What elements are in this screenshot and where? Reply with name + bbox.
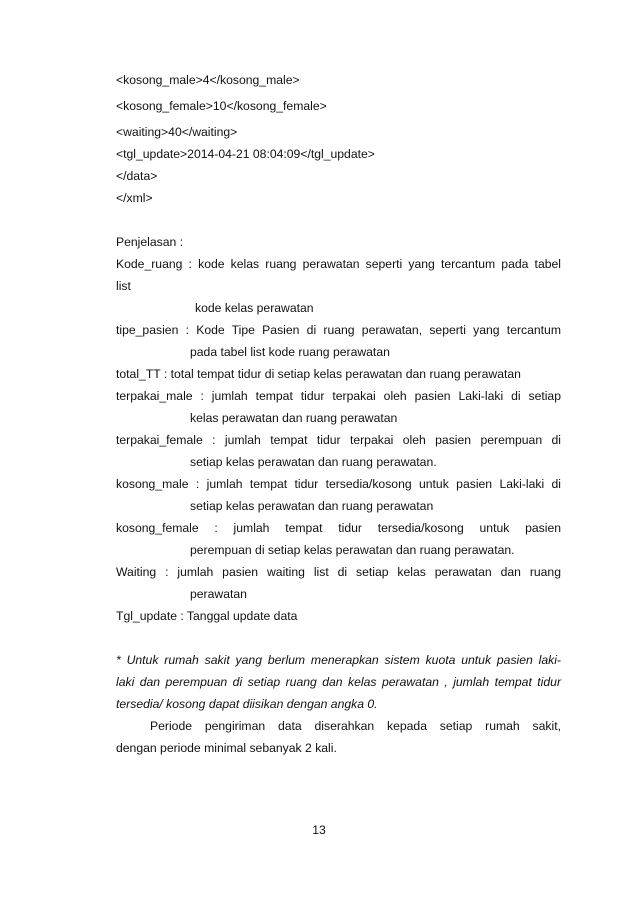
explanation-kode-ruang-line: list [116,279,131,293]
xml-line: </xml> [116,191,153,205]
xml-line: <waiting>40</waiting> [116,125,238,139]
xml-line: </data> [116,169,158,183]
explanation-kosong-male-line: kosong_male : jumlah tempat tidur tersedia/kosong untuk pasien Laki-laki di [116,477,561,491]
xml-line: <tgl_update>2014-04-21 08:04:09</tgl_update> [116,147,375,161]
page-number: 13 [312,823,326,837]
explanation-terpakai-male-line: kelas perawatan dan ruang perawatan [190,411,398,425]
explanation-tgl-update-line: Tgl_update : Tanggal update data [116,609,298,623]
explanation-kode-ruang-line: kode kelas perawatan [195,301,314,315]
period-line: dengan periode minimal sebanyak 2 kali. [116,741,337,755]
explanation-total-tt-line: total_TT : total tempat tidur di setiap kelas perawatan dan ruang perawatan [116,367,521,381]
explanation-tipe-pasien-line: pada tabel list kode ruang perawatan [190,345,390,359]
explanation-tipe-pasien-line: tipe_pasien : Kode Tipe Pasien di ruang perawatan, seperti yang tercantum [116,323,561,337]
explanation-terpakai-male-line: terpakai_male : jumlah tempat tidur terpakai oleh pasien Laki-laki di setiap [116,389,561,403]
explanation-kosong-female-line: perempuan di setiap kelas perawatan dan ruang perawatan. [190,543,515,557]
explanation-waiting-line: Waiting : jumlah pasien waiting list di setiap kelas perawatan dan ruang [116,565,561,579]
explanation-terpakai-female-line: setiap kelas perawatan dan ruang perawatan. [190,455,437,469]
xml-line: <kosong_female>10</kosong_female> [116,99,327,113]
note-line: laki dan perempuan di setiap ruang dan kelas perawatan , jumlah tempat tidur [116,675,561,689]
explanation-kosong-male-line: setiap kelas perawatan dan ruang perawatan [190,499,434,513]
explanation-waiting-line: perawatan [190,587,247,601]
explanation-heading: Penjelasan : [116,235,184,249]
explanation-kode-ruang-line: Kode_ruang : kode kelas ruang perawatan seperti yang tercantum pada tabel [116,257,561,271]
xml-line: <kosong_male>4</kosong_male> [116,73,300,87]
period-line: Periode pengiriman data diserahkan kepada setiap rumah sakit, [150,719,561,733]
note-line: tersedia/ kosong dapat diisikan dengan angka 0. [116,697,378,711]
note-line: * Untuk rumah sakit yang berlum menerapkan sistem kuota untuk pasien laki- [116,653,561,667]
explanation-terpakai-female-line: terpakai_female : jumlah tempat tidur terpakai oleh pasien perempuan di [116,433,561,447]
explanation-kosong-female-line: kosong_female : jumlah tempat tidur tersedia/kosong untuk pasien [116,521,561,535]
